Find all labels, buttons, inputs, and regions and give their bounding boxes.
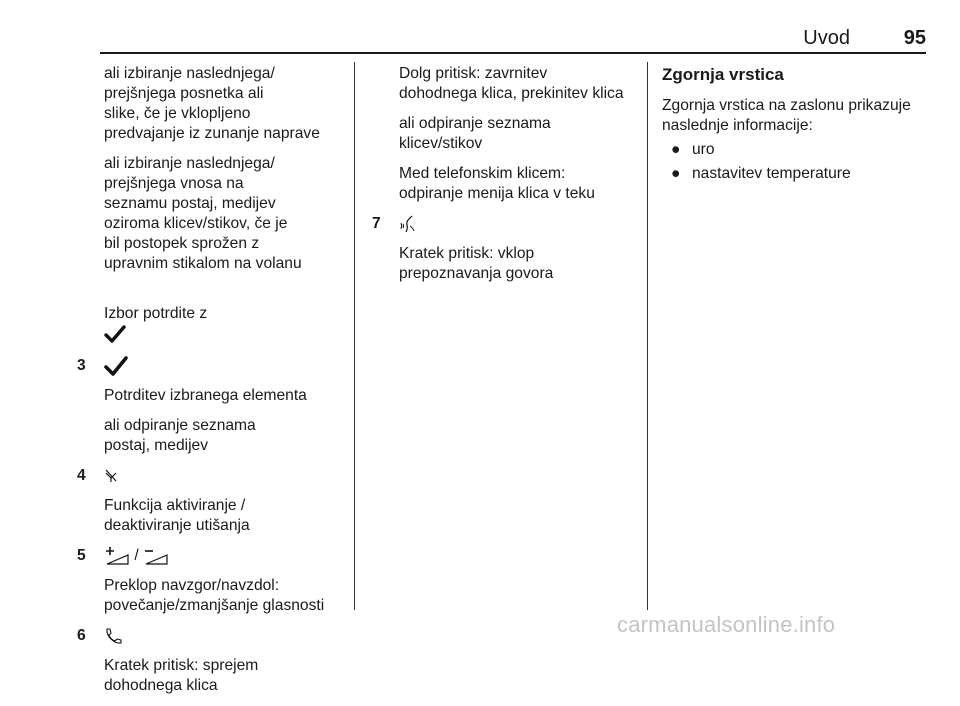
item-5-description: Preklop navzgor/navzdol: povečanje/zmanjšanje glasnosti xyxy=(104,577,325,614)
confirm-line xyxy=(104,284,349,344)
volume-up-icon xyxy=(104,546,130,566)
item-7-description: Kratek pritisk: vklop prepoznavanja govora xyxy=(399,245,554,282)
item-6-description: Kratek pritisk: sprejem dohodnega klica xyxy=(104,657,259,694)
list-item-text: nastavitev temperature xyxy=(692,165,851,182)
page-header-title: Uvod xyxy=(803,27,850,49)
paragraph: ali izbiranje naslednjega/ prejšnjega vnosa na seznamu postaj, medijev oziroma klicev/stikov, če je bil postopek sprožen z upravnim stikalom na volanu xyxy=(104,155,302,272)
item-6 xyxy=(77,626,349,646)
bullet-list xyxy=(662,140,937,184)
paragraph: Med telefonskim klicem: odpiranje menija klica v teku xyxy=(399,165,595,202)
column-3 xyxy=(662,64,937,188)
checkmark-icon xyxy=(104,356,128,376)
item-4 xyxy=(77,466,349,486)
header-rule xyxy=(100,52,926,54)
voice-recognition-icon xyxy=(399,214,417,234)
item-number: 3 xyxy=(77,357,86,374)
item-3 xyxy=(77,356,349,376)
list-item-text: uro xyxy=(692,141,715,158)
item-3-description: Potrditev izbranega elementa xyxy=(104,387,307,404)
phone-icon xyxy=(104,627,122,645)
paragraph: ali izbiranje naslednjega/ prejšnjega posnetka ali slike, če je vklopljeno predvajanje iz zunanje naprave xyxy=(104,65,320,142)
column-1 xyxy=(77,64,349,706)
item-number: 5 xyxy=(77,547,86,564)
list-item xyxy=(662,140,937,160)
column-2 xyxy=(372,64,639,294)
section-heading: Zgornja vrstica xyxy=(662,65,784,84)
confirm-label: Izbor potrdite z xyxy=(104,305,208,322)
page-number: 95 xyxy=(903,27,926,49)
bullet-icon: ● xyxy=(671,165,681,182)
item-number: 4 xyxy=(77,467,86,484)
item-3-description-2: ali odpiranje seznama postaj, medijev xyxy=(104,417,256,454)
item-number: 6 xyxy=(77,627,86,644)
bullet-icon: ● xyxy=(671,141,681,158)
volume-down-icon xyxy=(143,546,169,566)
mute-icon xyxy=(104,468,118,484)
item-5 xyxy=(77,546,349,566)
item-7 xyxy=(372,214,639,234)
checkmark-icon xyxy=(104,325,126,343)
item-4-description: Funkcija aktiviranje / deaktiviranje utišanja xyxy=(104,497,250,534)
item-number: 7 xyxy=(372,215,381,232)
paragraph: Dolg pritisk: zavrnitev dohodnega klica, prekinitev klica xyxy=(399,65,624,102)
section-intro: Zgornja vrstica na zaslonu prikazuje naslednje informacije: xyxy=(662,97,911,134)
column-divider-2 xyxy=(647,62,648,610)
watermark: carmanualsonline.info xyxy=(617,612,836,637)
paragraph: ali odpiranje seznama klicev/stikov xyxy=(399,115,551,152)
column-divider-1 xyxy=(354,62,355,610)
list-item xyxy=(662,164,937,184)
icon-separator: / xyxy=(130,547,143,565)
